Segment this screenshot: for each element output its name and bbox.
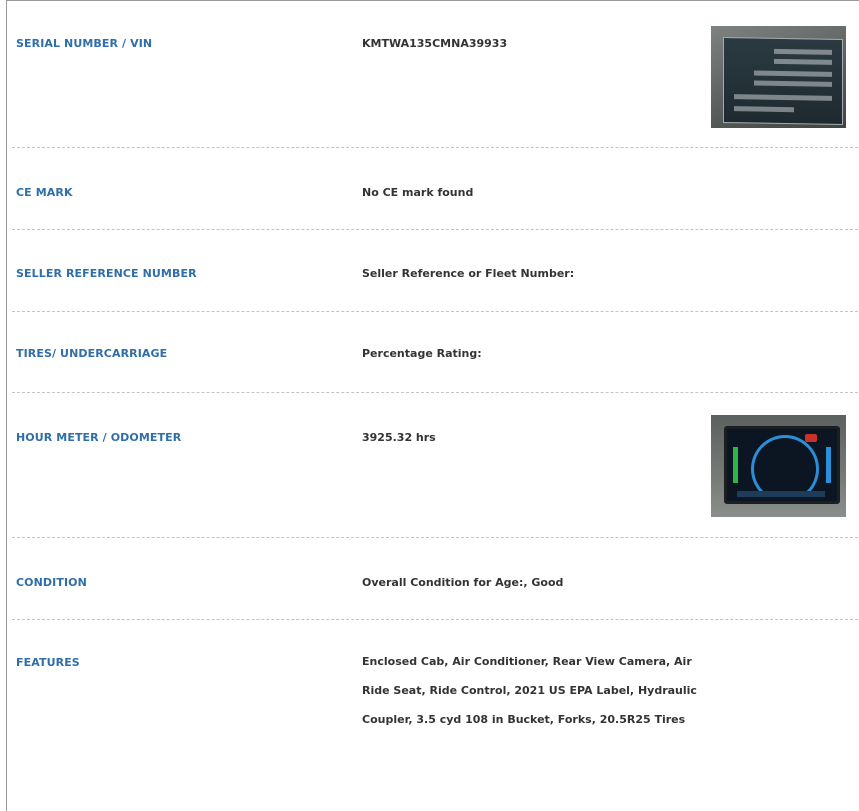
tires-label: TIRES/ UNDERCARRIAGE bbox=[16, 347, 168, 360]
hour-meter-photo[interactable] bbox=[711, 415, 846, 517]
seller-reference-value: Seller Reference or Fleet Number: bbox=[362, 267, 575, 280]
row-divider bbox=[12, 147, 858, 148]
seller-reference-label: SELLER REFERENCE NUMBER bbox=[16, 267, 197, 280]
row-divider bbox=[12, 619, 858, 620]
hour-meter-label: HOUR METER / ODOMETER bbox=[16, 431, 182, 444]
ce-mark-value: No CE mark found bbox=[362, 186, 474, 199]
features-value: Enclosed Cab, Air Conditioner, Rear View Camera, Air Ride Seat, Ride Control, 2021 US EPA Label, Hydraulic Coupler, 3.5 cyd 108 in Bucket, Forks, 20.5R25 Tires bbox=[362, 655, 697, 726]
row-divider bbox=[12, 229, 858, 230]
serial-number-value: KMTWA135CMNA39933 bbox=[362, 37, 508, 50]
tires-value: Percentage Rating: bbox=[362, 347, 482, 360]
features-label: FEATURES bbox=[16, 656, 80, 669]
serial-plate bbox=[723, 37, 843, 125]
serial-number-label: SERIAL NUMBER / VIN bbox=[16, 37, 153, 50]
row-divider bbox=[12, 537, 858, 538]
condition-value: Overall Condition for Age:, Good bbox=[362, 576, 564, 589]
ce-mark-label: CE MARK bbox=[16, 186, 73, 199]
hour-meter-value: 3925.32 hrs bbox=[362, 431, 436, 444]
row-divider bbox=[12, 392, 858, 393]
row-divider bbox=[12, 311, 858, 312]
serial-plate-photo[interactable] bbox=[711, 26, 846, 128]
dashboard-screen bbox=[724, 426, 840, 504]
condition-label: CONDITION bbox=[16, 576, 87, 589]
